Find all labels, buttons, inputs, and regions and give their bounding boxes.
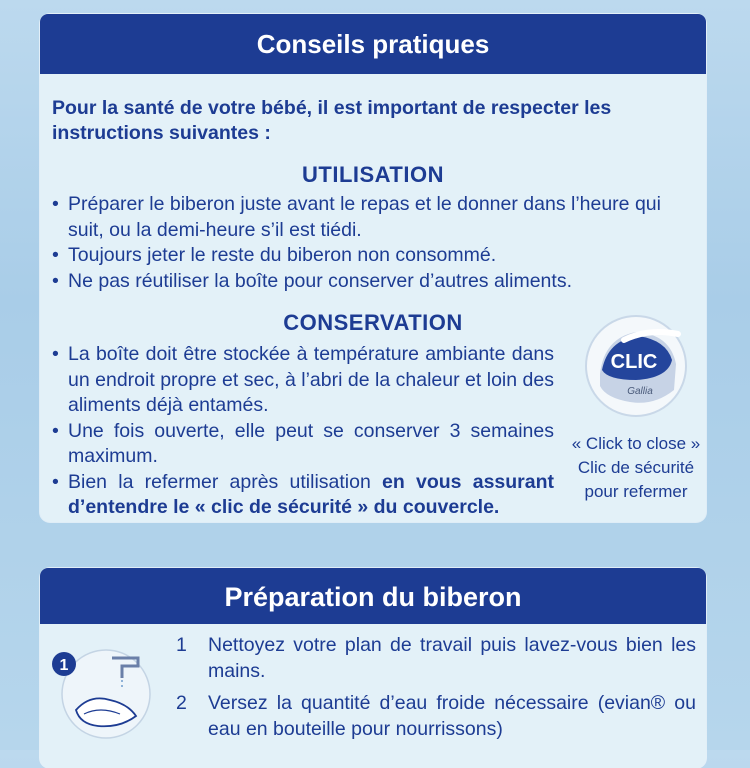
clic-logo-text: CLIC — [610, 351, 658, 373]
list-item: • La boîte doit être stockée à température ambiante dans un endroit propre et sec, à l’abri de la chaleur et loin des aliments déjà entamés. — [52, 342, 554, 419]
conseils-panel — [40, 14, 706, 522]
list-item-bold: en vous assurant d’entendre le « clic de sécurité » du couvercle. — [68, 470, 555, 518]
step-text: Nettoyez votre plan de travail puis lavez-vous bien les mains. — [208, 634, 696, 682]
conservation-list — [52, 342, 554, 521]
clic-caption-line: « Click to close » — [571, 434, 701, 453]
conseils-intro: Pour la santé de votre bébé, il est important de respecter les instructions suivantes : — [52, 97, 612, 144]
preparation-steps — [176, 632, 696, 748]
conservation-title: CONSERVATION — [283, 310, 463, 335]
step-item — [176, 632, 696, 684]
step-number: 1 — [176, 634, 187, 656]
step-item — [176, 690, 696, 742]
list-item: • Préparer le biberon juste avant le repas et le donner dans l’heure qui suit, ou la demi-heure s’il est tiédi. — [52, 192, 702, 243]
conseils-title: Conseils pratiques — [40, 14, 706, 74]
hand-washing-icon — [50, 644, 162, 744]
list-item: • Toujours jeter le reste du biberon non consommé. — [52, 243, 702, 269]
clic-caption-line: Clic de sécurité — [577, 458, 695, 477]
preparation-title: Préparation du biberon — [40, 568, 706, 624]
list-item: • Ne pas réutiliser la boîte pour conserver d’autres aliments. — [52, 269, 702, 295]
list-item: • Une fois ouverte, elle peut se conserver 3 semaines maximum. — [52, 419, 554, 470]
clic-caption-line: pour refermer — [584, 482, 688, 501]
clic-caption — [558, 432, 714, 504]
step-text: Versez la quantité d’eau froide nécessaire (evian® ou eau en bouteille pour nourrissons) — [208, 692, 696, 740]
list-item — [52, 470, 554, 521]
utilisation-list — [52, 192, 702, 294]
step-badge-text: 1 — [59, 657, 69, 674]
clic-lid-icon — [584, 314, 688, 418]
step-number: 2 — [176, 692, 187, 714]
utilisation-title: UTILISATION — [302, 162, 444, 187]
brand-logo-text: Gallia — [627, 386, 653, 397]
list-item-plain: Bien la refermer après utilisation — [68, 470, 383, 493]
preparation-panel — [40, 568, 706, 768]
